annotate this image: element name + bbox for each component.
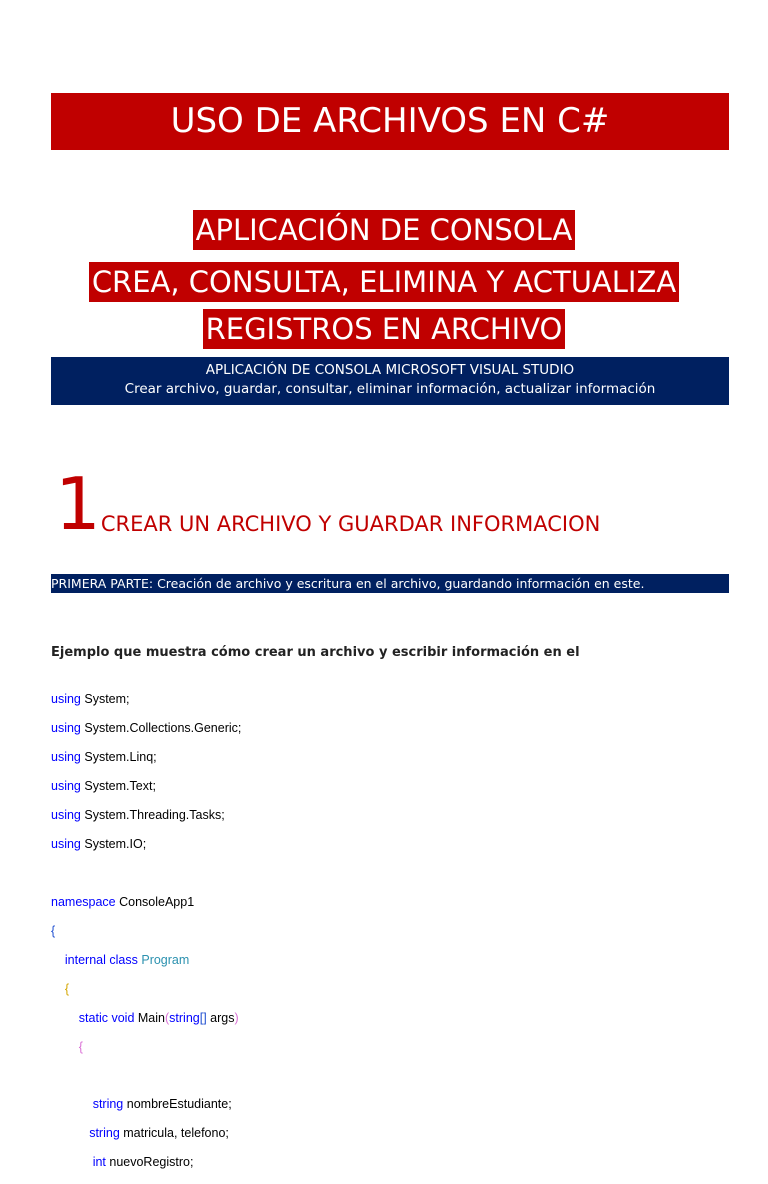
code-line: { — [51, 923, 56, 938]
code-line: namespace ConsoleApp1 — [51, 894, 195, 909]
code-line: using System.Threading.Tasks; — [51, 807, 225, 822]
code-line: int nuevoRegistro; — [92, 1154, 194, 1169]
code-line: static void Main(string[] args) — [78, 1010, 239, 1025]
info-banner — [51, 357, 729, 405]
code-line: string matricula, telefono; — [89, 1125, 229, 1140]
subtitle-line-2: CREA, CONSULTA, ELIMINA Y ACTUALIZA — [0, 262, 768, 302]
subtitle-line-3: REGISTROS EN ARCHIVO — [0, 309, 768, 349]
code-line: using System.Collections.Generic; — [51, 720, 242, 735]
part-banner: PRIMERA PARTE: Creación de archivo y escritura en el archivo, guardando información en este. — [51, 574, 729, 593]
code-line: using System.IO; — [51, 836, 147, 851]
code-line: using System; — [51, 691, 130, 706]
section-number: 1 — [55, 462, 101, 546]
section-heading — [55, 462, 601, 546]
code-block — [51, 677, 241, 1184]
code-line: internal class Program — [64, 952, 190, 967]
subtitle-line-1: APLICACIÓN DE CONSOLA — [0, 210, 768, 250]
code-line: using System.Linq; — [51, 749, 157, 764]
example-heading: Ejemplo que muestra cómo crear un archivo y escribir información en el — [51, 645, 580, 660]
code-line: { — [78, 1039, 83, 1054]
section-title: CREAR UN ARCHIVO Y GUARDAR INFORMACION — [100, 512, 601, 536]
code-line: string nombreEstudiante; — [92, 1096, 232, 1111]
code-line: using System.Text; — [51, 778, 156, 793]
info-line-1: APLICACIÓN DE CONSOLA MICROSOFT VISUAL STUDIO — [205, 362, 575, 378]
page-title: USO DE ARCHIVOS EN C# — [51, 93, 729, 150]
info-line-2: Crear archivo, guardar, consultar, eliminar información, actualizar información — [124, 381, 656, 397]
code-line: { — [64, 981, 70, 996]
